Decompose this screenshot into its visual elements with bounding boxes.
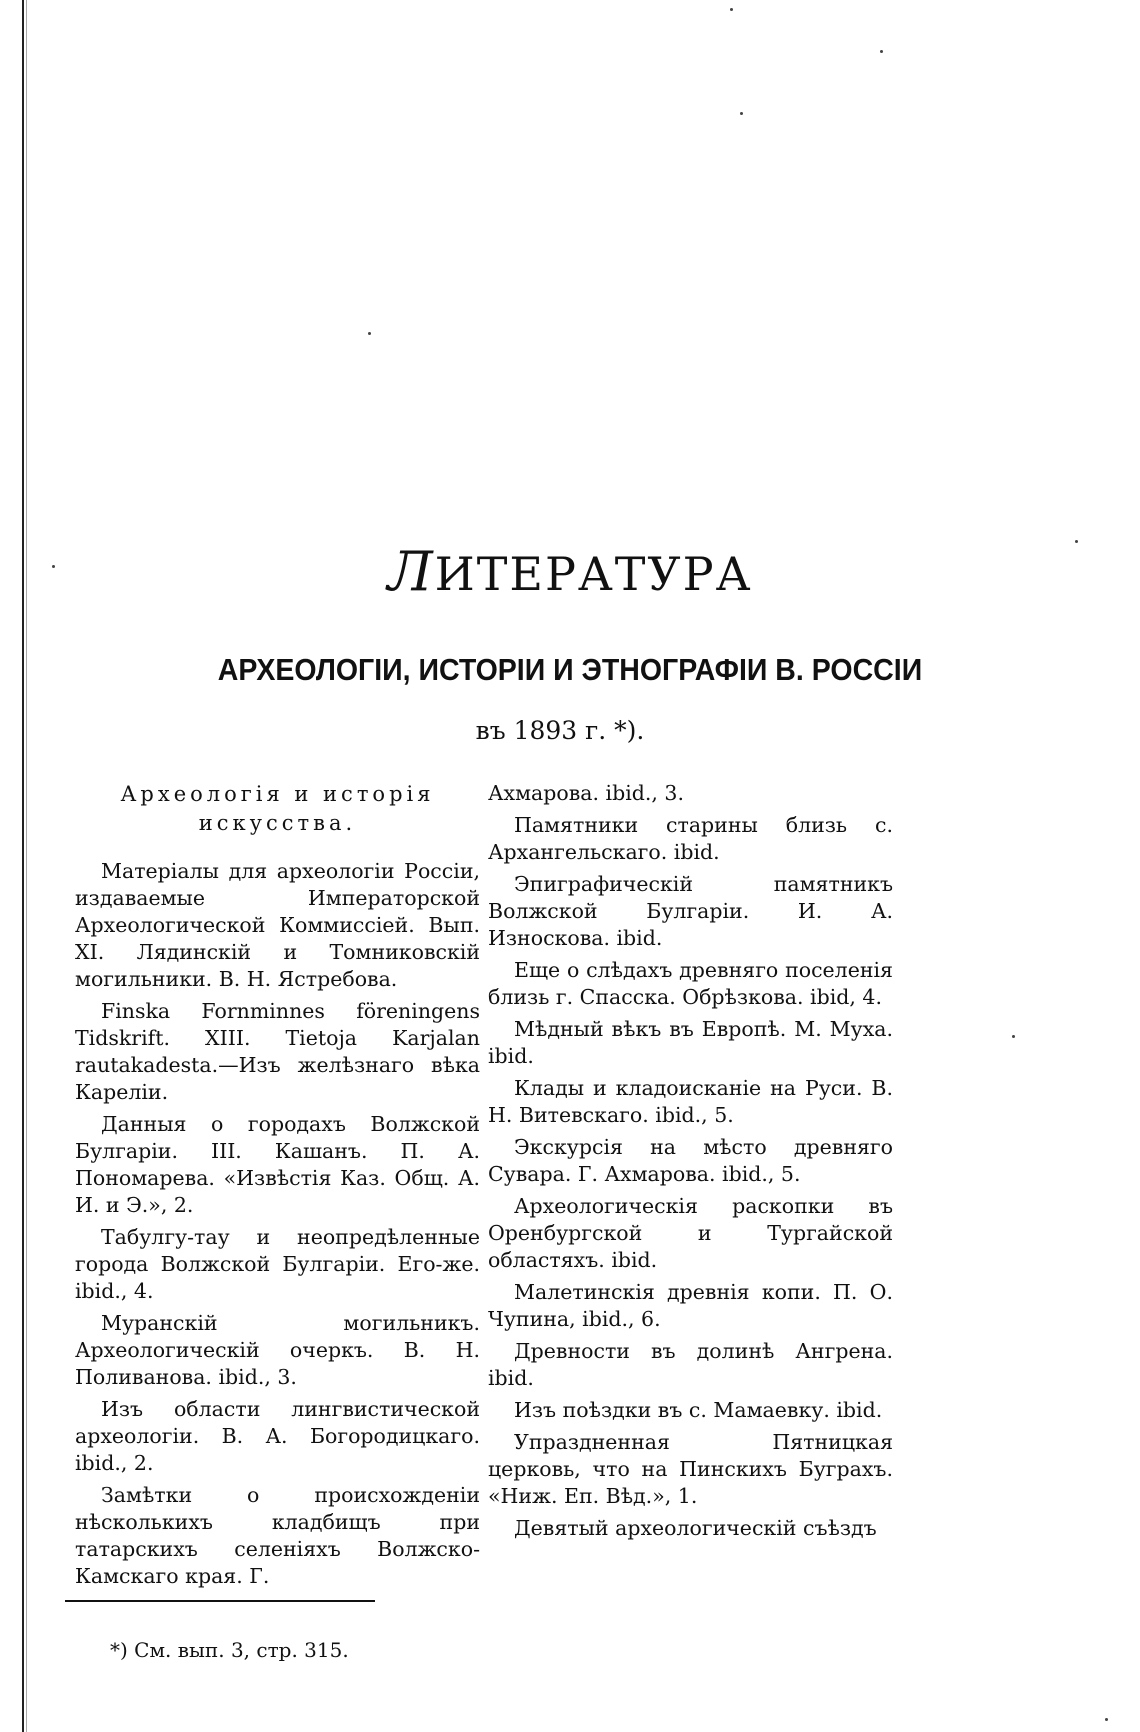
bibliography-entry: Изъ поѣздки въ с. Мамаевку. ibid. (514, 1398, 883, 1422)
page-subtitle: АРХЕОЛОГІИ, ИСТОРІИ И ЭТНОГРАФІИ В. РОССІИ (217, 652, 923, 687)
bibliography-entry-continuation: Ахмарова. ibid., 3. (488, 781, 684, 805)
bibliography-entry: Мѣдный вѣкъ въ Европѣ. М. Муха. ibid. (488, 1017, 893, 1068)
bibliography-entry: Данныя о городахъ Волжской Булгаріи. III. Кашанъ. П. А. Пономарева. «Извѣстія Каз. Общ. А. И. и Э.», 2. (75, 1112, 480, 1217)
bibliography-entry: Девятый археологическій съѣздъ (514, 1516, 877, 1540)
footnote: *) См. вып. 3, стр. 315. (110, 1638, 349, 1662)
bibliography-entry: Эпиграфическій памятникъ Волжской Булгаріи. И. А. Износкова. ibid. (488, 872, 893, 950)
footnote-rule (65, 1600, 375, 1602)
bibliography-entry: Табулгу-тау и неопредѣленные города Волжской Булгаріи. Его-же. ibid., 4. (75, 1225, 480, 1303)
left-column (75, 780, 480, 1595)
title-main-text: ИТЕРАТУРА (434, 547, 753, 601)
page-edge-line-secondary (26, 0, 27, 1732)
bibliography-entry: Упраздненная Пятницкая церковь, что на Пинскихъ Буграхъ. «Ниж. Еп. Вѣд.», 1. (488, 1430, 893, 1508)
bibliography-entry: Археологическія раскопки въ Оренбургской и Тургайской областяхъ. ibid. (488, 1194, 893, 1272)
title-initial-letter: Л (387, 540, 435, 603)
bibliography-entry: Древности въ долинѣ Ангрена. ibid. (488, 1339, 893, 1390)
bibliography-entry: Малетинскія древнія копи. П. О. Чупина, ibid., 6. (488, 1280, 893, 1331)
bibliography-entry: Еще о слѣдахъ древняго поселенія близь г. Спасска. Обрѣзкова. ibid, 4. (488, 958, 893, 1009)
section-heading: Археологія и исторія искусства. (120, 782, 435, 835)
page-edge-line (22, 0, 24, 1732)
bibliography-entry: Finska Fornminnes föreningens Tidskrift. XIII. Tietoja Karjalan rautakadesta.—Изъ желѣзнаго вѣка Кареліи. (75, 999, 480, 1104)
right-column (488, 780, 893, 1547)
bibliography-entry: Матеріалы для археологіи Россіи, издаваемые Императорской Археологической Коммиссіей. Вып. XI. Лядинскій и Томниковскій могильники. В. Н. Ястребова. (75, 859, 480, 991)
bibliography-entry: Изъ области лингвистической археологіи. В. А. Богородицкаго. ibid., 2. (75, 1397, 480, 1475)
page-year-line: въ 1893 г. *). (475, 716, 645, 745)
page-title (0, 540, 1140, 603)
bibliography-entry: Муранскій могильникъ. Археологическій очеркъ. В. Н. Поливанова. ibid., 3. (75, 1311, 480, 1389)
bibliography-entry: Замѣтки о происхожденіи нѣсколькихъ кладбищъ при татарскихъ селеніяхъ Волжско-Камскаго края. Г. (75, 1483, 480, 1588)
bibliography-entry: Экскурсія на мѣсто древняго Сувара. Г. Ахмарова. ibid., 5. (488, 1135, 893, 1186)
bibliography-entry: Клады и кладоисканіе на Руси. В. Н. Витевскаго. ibid., 5. (488, 1076, 893, 1127)
bibliography-entry: Памятники старины близь с. Архангельскаго. ibid. (488, 813, 893, 864)
